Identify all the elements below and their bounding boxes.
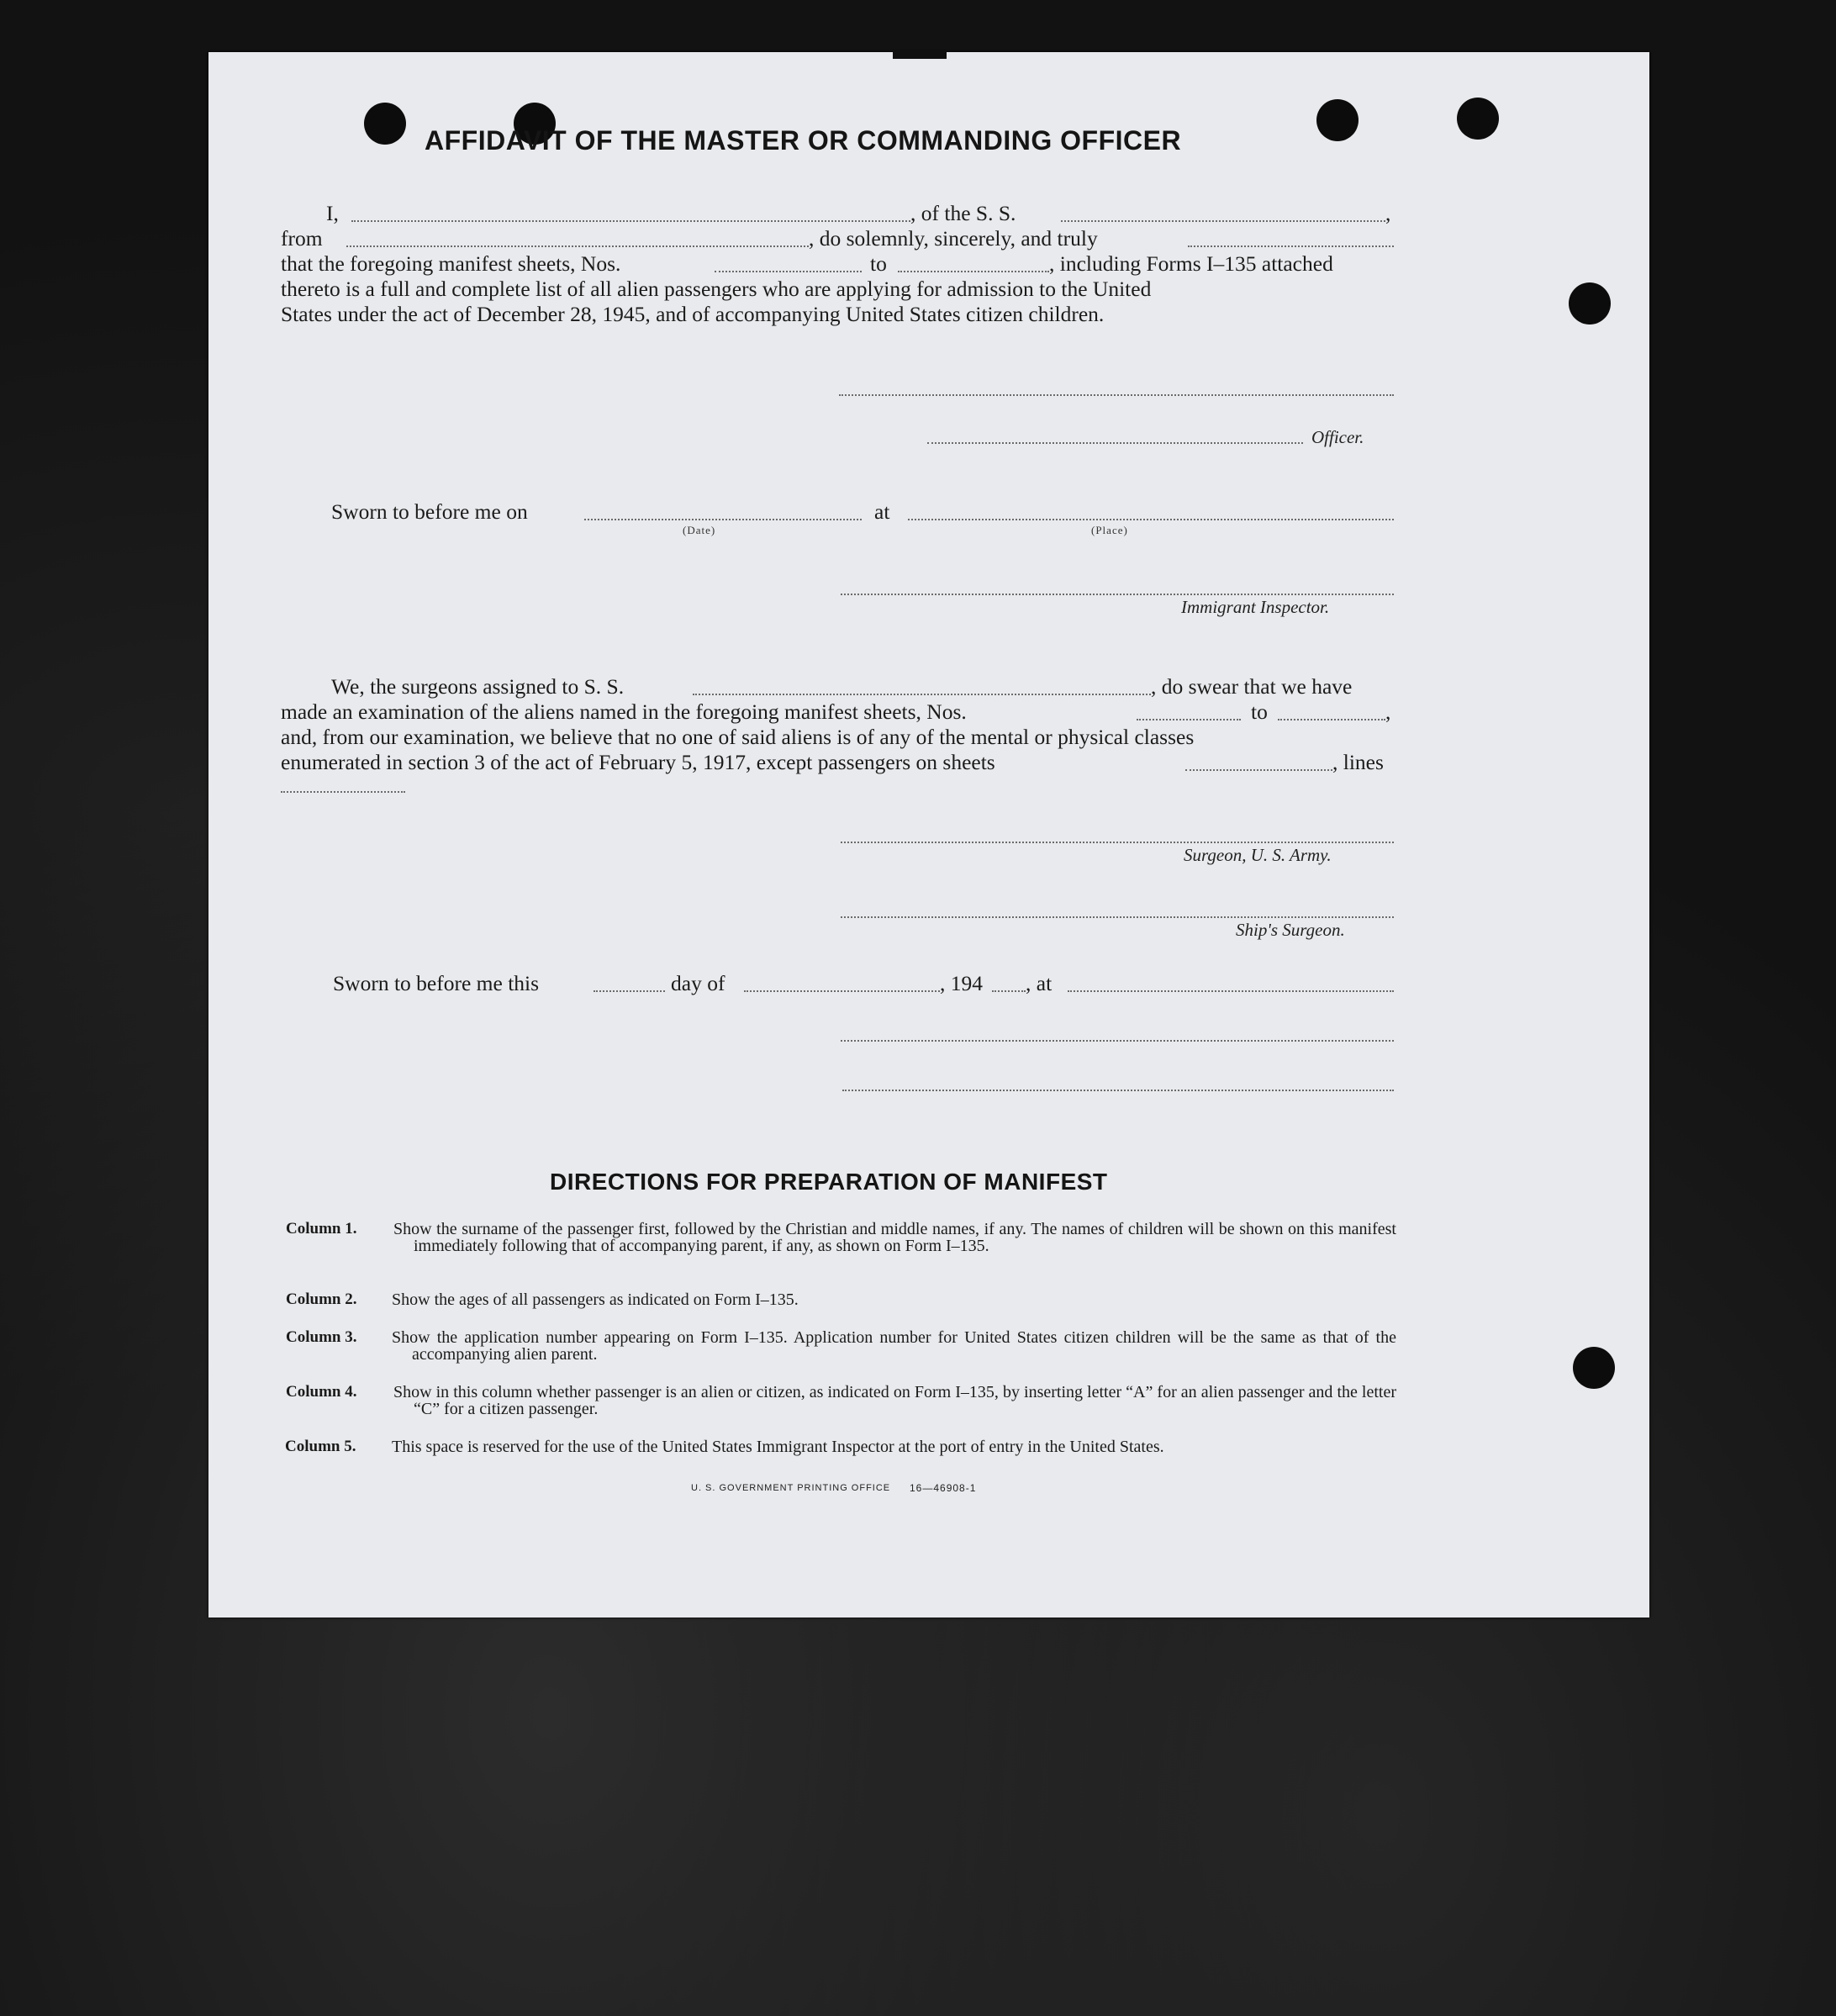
sworn-month-blank xyxy=(744,990,940,992)
sworn-place-blank-2 xyxy=(1068,990,1394,992)
sworn-signature-line-1 xyxy=(841,1040,1394,1042)
officer-signature-line-2 xyxy=(927,442,1303,444)
officer-label: Officer. xyxy=(1311,427,1364,447)
surgeons-comma: , xyxy=(1385,699,1391,724)
surgeon-sheet-from-blank xyxy=(1137,719,1241,720)
surgeons-swear: , do swear that we have xyxy=(1151,674,1353,699)
army-surgeon-label: Surgeon, U. S. Army. xyxy=(1184,845,1332,865)
punch-hole-right-lower xyxy=(1573,1347,1615,1389)
sworn-day-of: day of xyxy=(671,971,725,995)
sworn-this: Sworn to before me this xyxy=(333,971,540,995)
sworn-year: , 194 xyxy=(940,971,983,995)
from-port-blank xyxy=(346,245,809,247)
p1-to: to xyxy=(870,251,887,276)
punch-hole-right-upper xyxy=(1569,282,1611,325)
direction-1-text: Show the surname of the passenger first, followed by the Christian and middle names, if any. The names of children will be shown on this manifest immediately following that of accompanying parent, if any, as shown on Form I–135. xyxy=(393,1220,1396,1255)
direction-3-text: Show the application number appearing on Form I–135. Application number for United States citizen children will be the same as that of the accompanying alien parent. xyxy=(392,1328,1396,1364)
swear-blank xyxy=(1188,245,1394,247)
surgeons-to: to xyxy=(1251,699,1268,724)
date-caption: (Date) xyxy=(683,524,716,536)
direction-1-label: Column 1. xyxy=(286,1220,357,1238)
sworn-date-blank xyxy=(584,519,862,520)
p1-of-ship: , of the S. S. xyxy=(910,201,1016,225)
form-code: 16—46908-1 xyxy=(910,1482,977,1494)
sheet-from-blank xyxy=(715,271,862,272)
p1-including: , including Forms I–135 attached xyxy=(1049,251,1333,276)
sworn-signature-line-2 xyxy=(842,1090,1394,1091)
name-blank xyxy=(351,220,910,222)
p1-comma: , xyxy=(1385,201,1391,225)
ship-surgeon-label: Ship's Surgeon. xyxy=(1236,920,1345,940)
directions-title: DIRECTIONS FOR PREPARATION OF MANIFEST xyxy=(550,1169,1108,1195)
punch-hole-top-right-1 xyxy=(1316,99,1359,141)
direction-5-text: This space is reserved for the use of the United States Immigrant Inspector at the port of entry in the United States. xyxy=(392,1438,1164,1456)
surgeon-sheet-to-blank xyxy=(1278,719,1385,720)
place-caption: (Place) xyxy=(1091,524,1128,536)
sworn-at-2: , at xyxy=(1026,971,1053,995)
inspector-signature-line xyxy=(841,594,1394,595)
surgeons-line3: and, from our examination, we believe that no one of said aliens is of any of the mental or physical classes xyxy=(281,725,1195,749)
p1-that: that the foregoing manifest sheets, Nos. xyxy=(281,251,621,276)
direction-4-label: Column 4. xyxy=(286,1383,357,1401)
p1-line4: thereto is a full and complete list of all alien passengers who are applying for admission to the United xyxy=(281,277,1152,301)
surgeons-lines: , lines xyxy=(1332,750,1384,774)
sworn-place-blank xyxy=(908,519,1394,520)
p1-solemnly: , do solemnly, sincerely, and truly xyxy=(809,226,1098,251)
except-lines-blank xyxy=(281,791,405,793)
ship-surgeon-signature-line xyxy=(841,916,1394,918)
sworn-at: at xyxy=(874,499,890,524)
direction-2-text: Show the ages of all passengers as indicated on Form I–135. xyxy=(392,1290,799,1309)
surgeon-ship-blank xyxy=(693,694,1151,695)
p1-from: from xyxy=(281,226,323,251)
sworn-year-blank xyxy=(992,990,1026,992)
surgeons-we: We, the surgeons assigned to S. S. xyxy=(331,674,625,699)
ship-name-blank xyxy=(1061,220,1385,222)
inspector-label: Immigrant Inspector. xyxy=(1181,597,1330,617)
sheet-to-blank xyxy=(898,271,1049,272)
printing-office-credit: U. S. GOVERNMENT PRINTING OFFICE xyxy=(691,1483,891,1493)
p1-line5: States under the act of December 28, 1945, and of accompanying United States citizen children. xyxy=(281,302,1105,326)
surgeons-enumerated: enumerated in section 3 of the act of February 5, 1917, except passengers on sheets xyxy=(281,750,995,774)
except-sheets-blank xyxy=(1185,769,1332,771)
army-surgeon-signature-line xyxy=(841,842,1394,843)
direction-3-label: Column 3. xyxy=(286,1328,357,1346)
p1-i: I, xyxy=(326,201,339,225)
sworn-on: Sworn to before me on xyxy=(331,499,528,524)
surgeons-made: made an examination of the aliens named in the foregoing manifest sheets, Nos. xyxy=(281,699,967,724)
direction-4-text: Show in this column whether passenger is an alien or citizen, as indicated on Form I–135, by inserting letter “A” for an alien passenger and the letter “C” for a citizen passenger. xyxy=(393,1383,1396,1418)
direction-2-label: Column 2. xyxy=(286,1290,357,1308)
binder-clip xyxy=(893,49,947,59)
punch-hole-top-right-2 xyxy=(1457,98,1499,140)
affidavit-title: AFFIDAVIT OF THE MASTER OR COMMANDING OFFICER xyxy=(425,125,1182,156)
officer-signature-line-1 xyxy=(839,394,1394,396)
direction-5-label: Column 5. xyxy=(285,1438,356,1455)
sworn-day-blank xyxy=(594,990,665,992)
punch-hole-top-left-1 xyxy=(364,103,406,145)
